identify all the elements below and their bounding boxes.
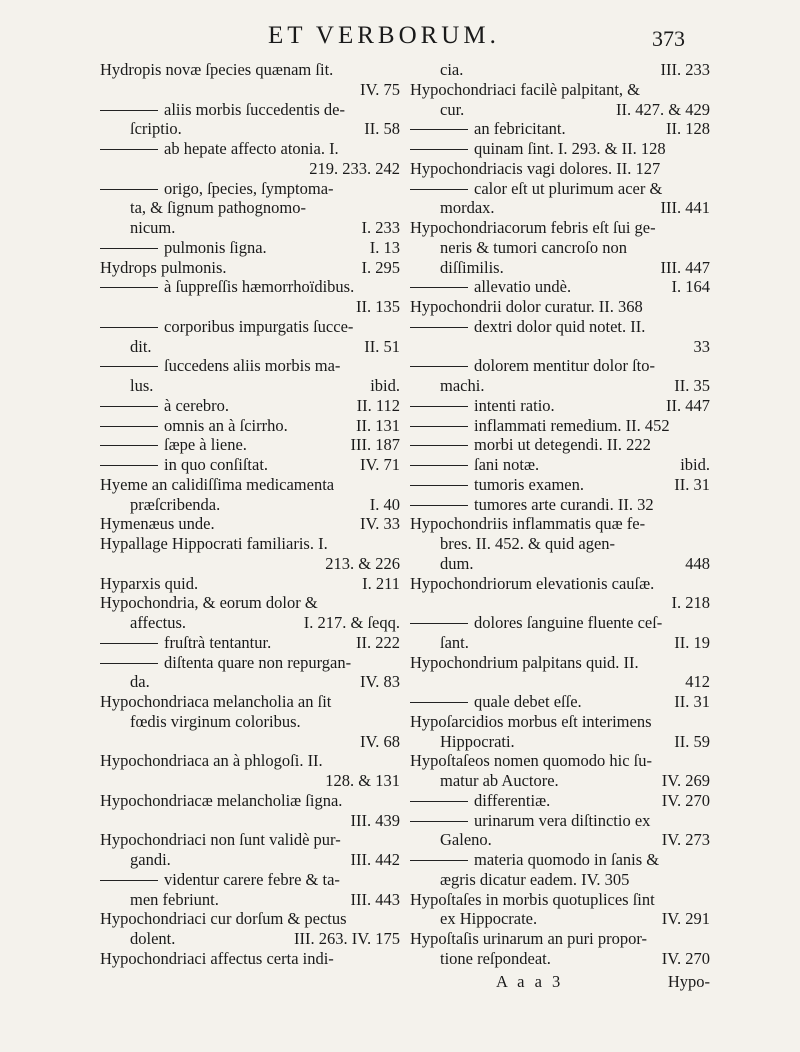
index-line	[410, 80, 710, 100]
page-footer	[410, 972, 710, 994]
index-line	[100, 258, 400, 278]
index-line	[100, 909, 400, 929]
page-reference: IV. 68	[359, 731, 400, 751]
entry-text: calor eſt ut plurimum acer &	[474, 178, 663, 198]
ditto-rule	[100, 435, 158, 446]
entry-text: Hyparxis quid.	[100, 573, 199, 593]
entry-text: ſuccedens aliis morbis ma-	[164, 356, 341, 376]
page-reference: IV. 270	[661, 790, 710, 810]
index-line	[100, 791, 400, 811]
entry-text: Hypochondria, & eorum dolor &	[100, 593, 318, 613]
entry-text: Hypoſtaſes in morbis quotuplices ſint	[410, 889, 655, 909]
entry-text: ta, & ſignum pathognomo-	[130, 198, 306, 218]
ditto-rule	[100, 870, 158, 881]
index-line	[410, 870, 710, 890]
page-reference: II. 135	[356, 297, 400, 316]
page-number: 373	[652, 26, 685, 51]
ditto-rule	[100, 317, 158, 328]
index-line	[100, 80, 400, 100]
index-line	[410, 653, 710, 673]
page-reference: III. 263. IV. 175	[293, 929, 400, 948]
index-line	[100, 139, 400, 159]
entry-text: Hypochondriacis vagi dolores. II. 127	[410, 158, 661, 178]
page-reference: II. 31	[674, 474, 710, 494]
index-line	[410, 692, 710, 712]
page-reference: II. 58	[364, 119, 400, 139]
entry-text: aliis morbis ſuccedentis de-	[164, 99, 345, 119]
index-line	[100, 337, 400, 357]
entry-text: Hypochondriaci affectus certa indi-	[100, 948, 334, 968]
index-line	[100, 751, 400, 771]
entry-text: intenti ratio.	[474, 395, 555, 415]
entry-text: fruſtrà tentantur.	[164, 632, 272, 652]
ditto-rule	[100, 356, 158, 367]
ditto-rule	[410, 179, 468, 190]
ditto-rule	[410, 791, 468, 802]
entry-text: bres. II. 452. & quid agen-	[440, 534, 616, 553]
ditto-rule	[410, 475, 468, 486]
index-line	[410, 732, 710, 752]
ditto-rule	[100, 277, 158, 288]
entry-text: Hypochondriaca melancholia an ſit	[100, 692, 332, 711]
page-reference: II. 112	[356, 395, 400, 415]
entry-text: Hypochondrii dolor curatur. II. 368	[410, 297, 643, 316]
page-reference: II. 51	[364, 336, 400, 356]
index-line	[410, 435, 710, 455]
index-line	[100, 218, 400, 238]
entry-text: da.	[130, 672, 150, 692]
index-line	[410, 238, 710, 258]
entry-text: mordax.	[440, 198, 495, 218]
index-line	[100, 574, 400, 594]
index-line	[100, 514, 400, 534]
index-line	[410, 297, 710, 317]
entry-text: diſtenta quare non repurgan-	[164, 652, 352, 672]
entry-text: Hypochondriaca an à phlogoſi. II.	[100, 751, 323, 771]
page-reference: II. 222	[356, 632, 400, 652]
entry-text: corporibus impurgatis ſucce-	[164, 316, 354, 336]
index-line	[410, 574, 710, 594]
ditto-rule	[100, 396, 158, 407]
entry-text: Hypallage Hippocrati familiaris. I.	[100, 534, 328, 553]
index-line	[100, 613, 400, 633]
entry-text: Hippocrati.	[440, 731, 515, 751]
page-reference: III. 187	[350, 435, 400, 455]
index-line	[410, 198, 710, 218]
entry-text: Hymenæus unde.	[100, 514, 215, 534]
entry-text: Hypochondriaci facilè palpitant, &	[410, 79, 641, 99]
entry-text: gandi.	[130, 850, 171, 869]
entry-text: tumores arte curandi. II. 32	[474, 494, 654, 514]
page-reference: II. 35	[674, 376, 710, 395]
index-line	[410, 672, 710, 692]
ditto-rule	[410, 613, 468, 624]
signature-mark: A a a 3	[496, 972, 564, 991]
page-reference: I. 211	[362, 573, 400, 593]
page-reference: 219. 233. 242	[309, 158, 400, 178]
index-line	[100, 712, 400, 732]
index-line	[100, 850, 400, 870]
index-line	[100, 475, 400, 495]
page-reference: IV. 273	[661, 830, 710, 850]
index-line	[100, 811, 400, 831]
index-line	[100, 455, 400, 475]
index-line	[100, 633, 400, 653]
entry-text: quinam ſint. I. 293. & II. 128	[474, 139, 666, 158]
index-line	[410, 179, 710, 199]
page-reference: IV. 269	[661, 771, 710, 790]
index-line	[100, 100, 400, 120]
page-reference: IV. 33	[359, 514, 400, 534]
page-reference: 213. & 226	[325, 553, 400, 573]
page-reference: II. 19	[674, 632, 710, 652]
index-line	[410, 376, 710, 396]
entry-text: Hypoſtaſis urinarum an puri propor-	[410, 929, 648, 948]
entry-text: morbi ut detegendi. II. 222	[474, 435, 651, 455]
index-line	[100, 159, 400, 179]
entry-text: quale debet eſſe.	[474, 692, 582, 711]
index-line	[410, 830, 710, 850]
ditto-rule	[410, 495, 468, 506]
entry-text: allevatio undè.	[474, 277, 572, 297]
entry-text: fœdis virginum coloribus.	[130, 711, 301, 731]
entry-text: neris & tumori cancroſo non	[440, 237, 627, 257]
page-reference: ibid.	[370, 376, 400, 395]
entry-text: Hypoſarcidios morbus eſt interimens	[410, 711, 652, 731]
entry-text: ex Hippocrate.	[440, 909, 538, 929]
ditto-rule	[410, 811, 468, 822]
index-line	[100, 179, 400, 199]
ditto-rule	[100, 416, 158, 427]
ditto-rule	[100, 238, 158, 249]
entry-text: origo, ſpecies, ſymptoma-	[164, 178, 334, 198]
index-line	[410, 712, 710, 732]
index-line	[410, 890, 710, 910]
index-line	[410, 356, 710, 376]
index-line	[100, 949, 400, 969]
index-line	[100, 554, 400, 574]
entry-text: tumoris examen.	[474, 474, 584, 494]
page-reference: II. 447	[666, 395, 710, 415]
index-line	[410, 317, 710, 337]
index-line	[100, 238, 400, 258]
page-reference: III. 443	[350, 889, 400, 909]
index-line	[100, 732, 400, 752]
index-line	[100, 692, 400, 712]
index-line	[410, 534, 710, 554]
entry-text: omnis an à ſcirrho.	[164, 415, 288, 435]
entry-text: ſant.	[440, 632, 469, 652]
ditto-rule	[410, 139, 468, 150]
ditto-rule	[410, 119, 468, 130]
entry-text: ægris dicatur eadem. IV. 305	[440, 869, 630, 889]
entry-text: an febricitant.	[474, 119, 566, 139]
entry-text: tione reſpondeat.	[440, 948, 551, 968]
index-line	[410, 159, 710, 179]
index-line	[100, 435, 400, 455]
page-reference: III. 442	[350, 850, 400, 869]
right-column	[410, 60, 710, 969]
entry-text: Hypochondriaci cur dorſum & pectus	[100, 909, 347, 929]
entry-text: matur ab Auctore.	[440, 771, 559, 790]
running-head: ET VERBORUM.	[268, 22, 500, 49]
entry-text: in quo conſiſtat.	[164, 455, 269, 474]
page-reference: III. 441	[660, 198, 710, 218]
index-line	[410, 949, 710, 969]
page-reference: I. 164	[671, 277, 710, 297]
index-line	[100, 297, 400, 317]
page-header	[0, 22, 800, 56]
catchword: Hypo-	[667, 972, 710, 991]
index-line	[100, 870, 400, 890]
entry-text: Galeno.	[440, 830, 492, 850]
ditto-rule	[100, 100, 158, 111]
entry-text: Hyeme an calidiſſima medicamenta	[100, 474, 335, 494]
index-line	[410, 475, 710, 495]
index-line	[410, 416, 710, 436]
index-line	[410, 119, 710, 139]
index-line	[100, 198, 400, 218]
entry-text: pulmonis ſigna.	[164, 237, 267, 257]
entry-text: cia.	[440, 60, 464, 79]
entry-text: Hypochondriacorum febris eſt ſui ge-	[410, 218, 656, 237]
entry-text: Hypochondrium palpitans quid. II.	[410, 652, 639, 672]
index-line	[410, 909, 710, 929]
ditto-rule	[410, 396, 468, 407]
page-reference: III. 447	[660, 257, 710, 277]
entry-text: diſſimilis.	[440, 257, 504, 277]
entry-text: Hypochondriis inflammatis quæ fe-	[410, 514, 646, 534]
ditto-rule	[100, 653, 158, 664]
page-reference: 128. & 131	[325, 771, 400, 790]
index-line	[100, 396, 400, 416]
page-reference: III. 439	[350, 810, 400, 830]
index-line	[100, 356, 400, 376]
entry-text: videntur carere febre & ta-	[164, 869, 340, 889]
index-line	[410, 258, 710, 278]
entry-text: machi.	[440, 376, 485, 395]
index-line	[100, 376, 400, 396]
page-reference: I. 218	[671, 593, 710, 613]
index-line	[410, 850, 710, 870]
entry-text: Hypochondriaci non ſunt validè pur-	[100, 830, 341, 850]
page-reference: I. 13	[369, 237, 400, 257]
index-line	[410, 929, 710, 949]
index-line	[410, 751, 710, 771]
entry-text: præſcribenda.	[130, 494, 221, 514]
index-line	[100, 495, 400, 515]
entry-text: dolent.	[130, 929, 176, 948]
index-line	[410, 771, 710, 791]
entry-text: Hydropis novæ ſpecies quænam ſit.	[100, 60, 334, 79]
entry-text: dolores ſanguine fluente ceſ-	[474, 613, 663, 632]
entry-text: ſcriptio.	[130, 119, 182, 139]
index-line	[410, 455, 710, 475]
index-line	[100, 672, 400, 692]
page-reference: IV. 75	[359, 79, 400, 99]
index-line	[100, 653, 400, 673]
entry-text: urinarum vera diſtinctio ex	[474, 810, 651, 830]
ditto-rule	[410, 356, 468, 367]
entry-text: dextri dolor quid notet. II.	[474, 316, 646, 336]
index-line	[100, 534, 400, 554]
entry-text: dum.	[440, 553, 474, 573]
page-reference: IV. 83	[359, 672, 400, 692]
entry-text: dolorem mentitur dolor ſto-	[474, 356, 656, 376]
index-line	[100, 929, 400, 949]
entry-text: affectus.	[130, 613, 187, 632]
index-line	[410, 593, 710, 613]
page-reference: I. 295	[361, 257, 400, 277]
page-reference: II. 427. & 429	[616, 99, 710, 119]
index-line	[100, 60, 400, 80]
index-line	[100, 771, 400, 791]
page-reference: II. 128	[666, 119, 710, 139]
entry-text: Hydrops pulmonis.	[100, 257, 227, 277]
index-line	[410, 337, 710, 357]
page-reference: IV. 71	[359, 455, 400, 474]
page-reference: II. 59	[674, 731, 710, 751]
entry-text: inflammati remedium. II. 452	[474, 415, 670, 435]
index-line	[410, 139, 710, 159]
page-reference: IV. 270	[661, 948, 710, 968]
index-line	[410, 60, 710, 80]
entry-text: ab hepate affecto atonia. I.	[164, 139, 339, 158]
page-reference: I. 40	[369, 494, 400, 514]
index-line	[410, 495, 710, 515]
entry-text: ſæpe à liene.	[164, 435, 247, 455]
index-line	[100, 277, 400, 297]
index-line	[410, 514, 710, 534]
index-line	[410, 554, 710, 574]
entry-text: Hypoſtaſeos nomen quomodo hic ſu-	[410, 751, 652, 771]
ditto-rule	[410, 850, 468, 861]
ditto-rule	[410, 317, 468, 328]
page-reference: I. 217. & ſeqq.	[303, 613, 400, 632]
page-reference: III. 233	[660, 60, 710, 79]
page-reference: IV. 291	[661, 909, 710, 929]
index-line	[100, 890, 400, 910]
page-reference: 448	[685, 553, 710, 573]
entry-text: à cerebro.	[164, 395, 230, 415]
index-line	[100, 416, 400, 436]
index-line	[410, 218, 710, 238]
entry-text: à ſuppreſſis hæmorrhoïdibus.	[164, 277, 355, 297]
entry-text: cur.	[440, 99, 465, 119]
entry-text: men febriunt.	[130, 889, 219, 909]
index-line	[100, 830, 400, 850]
entry-text: lus.	[130, 376, 154, 395]
index-line	[410, 100, 710, 120]
index-line	[410, 613, 710, 633]
page-reference: II. 31	[674, 692, 710, 711]
entry-text: dit.	[130, 336, 152, 356]
ditto-rule	[100, 633, 158, 644]
index-line	[410, 791, 710, 811]
index-line	[410, 396, 710, 416]
page-reference: I. 233	[361, 218, 400, 237]
entry-text: ſani notæ.	[474, 455, 540, 474]
page-reference: 412	[685, 672, 710, 692]
ditto-rule	[410, 416, 468, 427]
left-column	[100, 60, 400, 969]
page-reference: ibid.	[680, 455, 710, 474]
index-line	[410, 633, 710, 653]
entry-text: materia quomodo in ſanis &	[474, 850, 660, 869]
ditto-rule	[410, 435, 468, 446]
ditto-rule	[410, 277, 468, 288]
index-line	[410, 277, 710, 297]
index-line	[100, 593, 400, 613]
page-reference: 33	[693, 336, 710, 356]
index-line	[100, 119, 400, 139]
ditto-rule	[410, 692, 468, 703]
entry-text: nicum.	[130, 218, 176, 237]
ditto-rule	[100, 139, 158, 150]
ditto-rule	[410, 455, 468, 466]
index-line	[410, 811, 710, 831]
entry-text: differentiæ.	[474, 790, 551, 810]
ditto-rule	[100, 179, 158, 190]
ditto-rule	[100, 455, 158, 466]
entry-text: Hypochondriorum elevationis cauſæ.	[410, 573, 655, 593]
page-reference: II. 131	[356, 415, 400, 435]
entry-text: Hypochondriacæ melancholiæ ſigna.	[100, 790, 343, 810]
index-line	[100, 317, 400, 337]
